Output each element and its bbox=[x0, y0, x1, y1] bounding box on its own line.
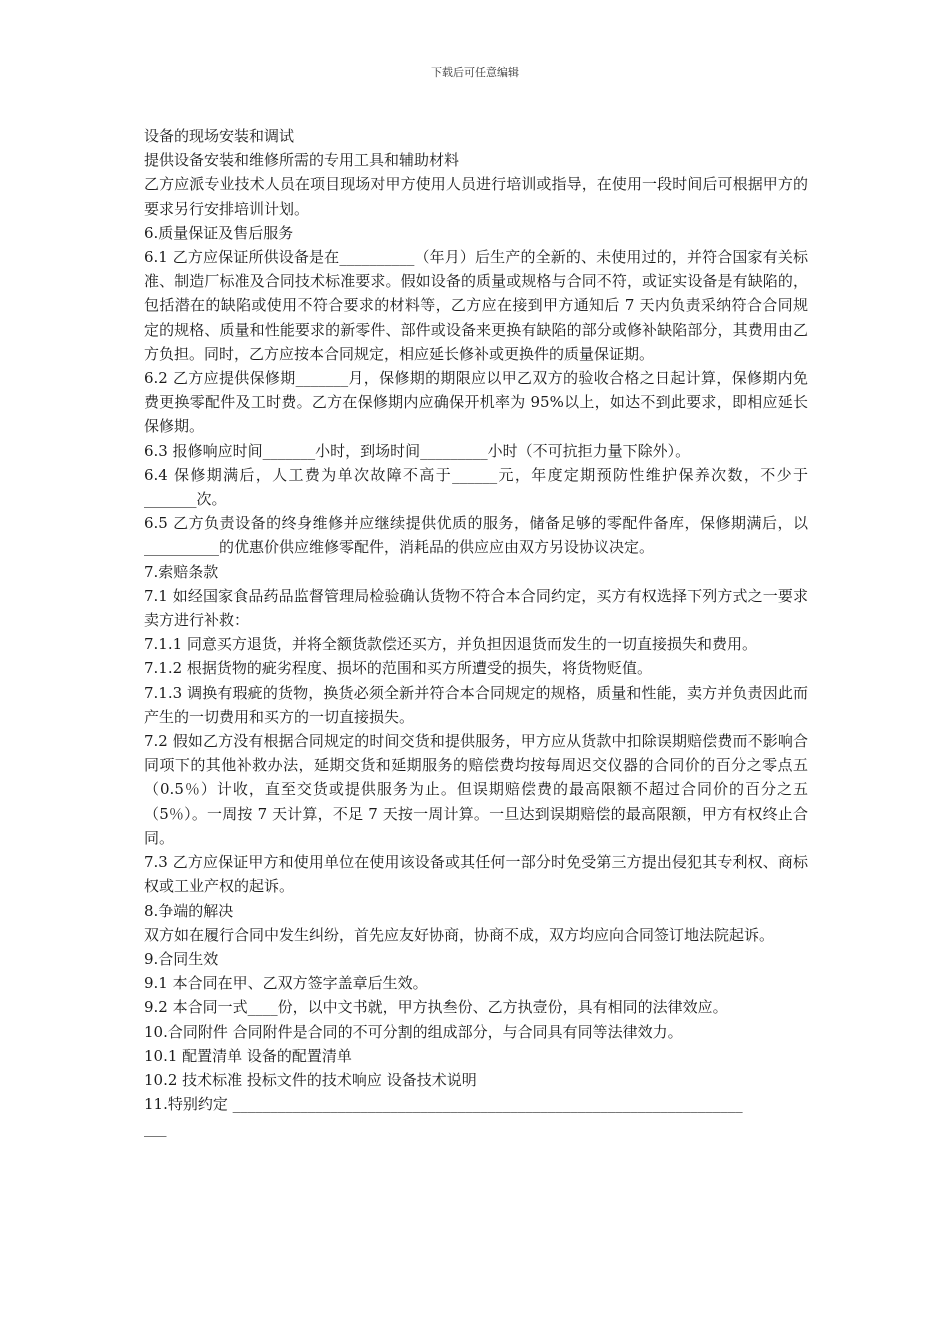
paragraph: 7.1.2 根据货物的疵劣程度、损坏的范围和买方所遭受的损失，将货物贬值。 bbox=[144, 659, 652, 678]
paragraph: 7.2 假如乙方没有根据合同规定的时间交货和提供服务，甲方应从货款中扣除误期赔偿费而不影响合同项下的其他补救办法，延期交货和延期服务的赔偿费均按每周迟交仪器的合同价的百分之零点五（0.5％）计收，直至交货或提供服务为止。但误期赔偿费的最高限额不超过合同价的百分之五（5％）。一周按 7 天计算，不足 7 天按一周计算。一旦达到误期赔偿的最高限额，甲方有权终止合同。 bbox=[144, 732, 808, 847]
section-heading: 9.合同生效 bbox=[144, 949, 219, 968]
paragraph: 10.合同附件 合同附件是合同的不可分割的组成部分，与合同具有同等法律效力。 bbox=[144, 1022, 683, 1041]
page-header: 下载后可任意编辑 bbox=[431, 66, 519, 79]
paragraph: 设备的现场安装和调试 bbox=[144, 127, 295, 145]
paragraph: 9.2 本合同一式____份，以中文书就，甲方执叁份、乙方执壹份，具有相同的法律效应。 bbox=[144, 998, 728, 1017]
paragraph: 7.1.3 调换有瑕疵的货物，换货必须全新并符合本合同规定的规格，质量和性能，卖方并负责因此而产生的一切费用和买方的一切直接损失。 bbox=[144, 683, 808, 726]
paragraph: 7.1 如经国家食品药品监督管理局检验确认货物不符合本合同约定，买方有权选择下列方式之一要求卖方进行补救： bbox=[144, 586, 808, 630]
paragraph: 6.4 保修期满后，人工费为单次故障不高于______元，年度定期预防性维护保养次数，不少于_______次。 bbox=[144, 465, 808, 509]
paragraph: 6.2 乙方应提供保修期_______月，保修期的期限应以甲乙双方的验收合格之日起计算，保修期内免费更换零配件及工时费。乙方在保修期内应确保开机率为 95%以上，如达不到此要求，即相应延长保修期。 bbox=[144, 369, 808, 436]
special-terms-continuation: ___ bbox=[144, 1119, 167, 1138]
paragraph: 乙方应派专业技术人员在项目现场对甲方使用人员进行培训或指导，在使用一段时间后可根据甲方的要求另行安排培训计划。 bbox=[144, 175, 808, 218]
document-body bbox=[144, 124, 808, 1141]
paragraph: 10.1 配置清单 设备的配置清单 bbox=[144, 1046, 352, 1065]
paragraph: 9.1 本合同在甲、乙双方签字盖章后生效。 bbox=[144, 974, 428, 993]
paragraph: 7.1.1 同意买方退货，并将全额货款偿还买方，并负担因退货而发生的一切直接损失和费用。 bbox=[144, 635, 757, 654]
paragraph: 6.3 报修响应时间_______小时，到场时间_________小时（不可抗拒力量下除外）。 bbox=[144, 441, 691, 460]
section-heading: 8.争端的解决 bbox=[144, 901, 234, 920]
paragraph: 6.5 乙方负责设备的终身维修并应继续提供优质的服务，储备足够的零配件备库，保修期满后，以__________的优惠价供应维修零配件，消耗品的供应应由双方另设协议决定。 bbox=[144, 514, 808, 557]
paragraph: 双方如在履行合同中发生纠纷，首先应友好协商，协商不成，双方均应向合同签订地法院起诉。 bbox=[144, 925, 775, 944]
paragraph: 6.1 乙方应保证所供设备是在__________（年月）后生产的全新的、未使用过的，并符合国家有关标准、制造厂标准及合同技术标准要求。假如设备的质量或规格与合同不符，或证实设备是有缺陷的，包括潜在的缺陷或使用不符合要求的材料等，乙方应在接到甲方通知后 7 天内负责采纳符合合同规定的规格、质量和性能要求的新零件、部件或设备来更换有缺陷的部分或修补缺陷部分，其费用由乙方负担。同时，乙方应按本合同规定，相应延长修补或更换件的质量保证期。 bbox=[144, 248, 808, 363]
section-heading: 6.质量保证及售后服务 bbox=[144, 223, 294, 242]
paragraph: 提供设备安装和维修所需的专用工具和辅助材料 bbox=[144, 151, 460, 170]
special-terms-line: 11.特别约定 ____________________________________________________________________ bbox=[144, 1095, 743, 1114]
section-heading: 7.索赔条款 bbox=[144, 562, 219, 581]
paragraph: 7.3 乙方应保证甲方和使用单位在使用该设备或其任何一部分时免受第三方提出侵犯其专利权、商标权或工业产权的起诉。 bbox=[144, 853, 808, 896]
paragraph: 10.2 技术标准 投标文件的技术响应 设备技术说明 bbox=[144, 1070, 477, 1089]
